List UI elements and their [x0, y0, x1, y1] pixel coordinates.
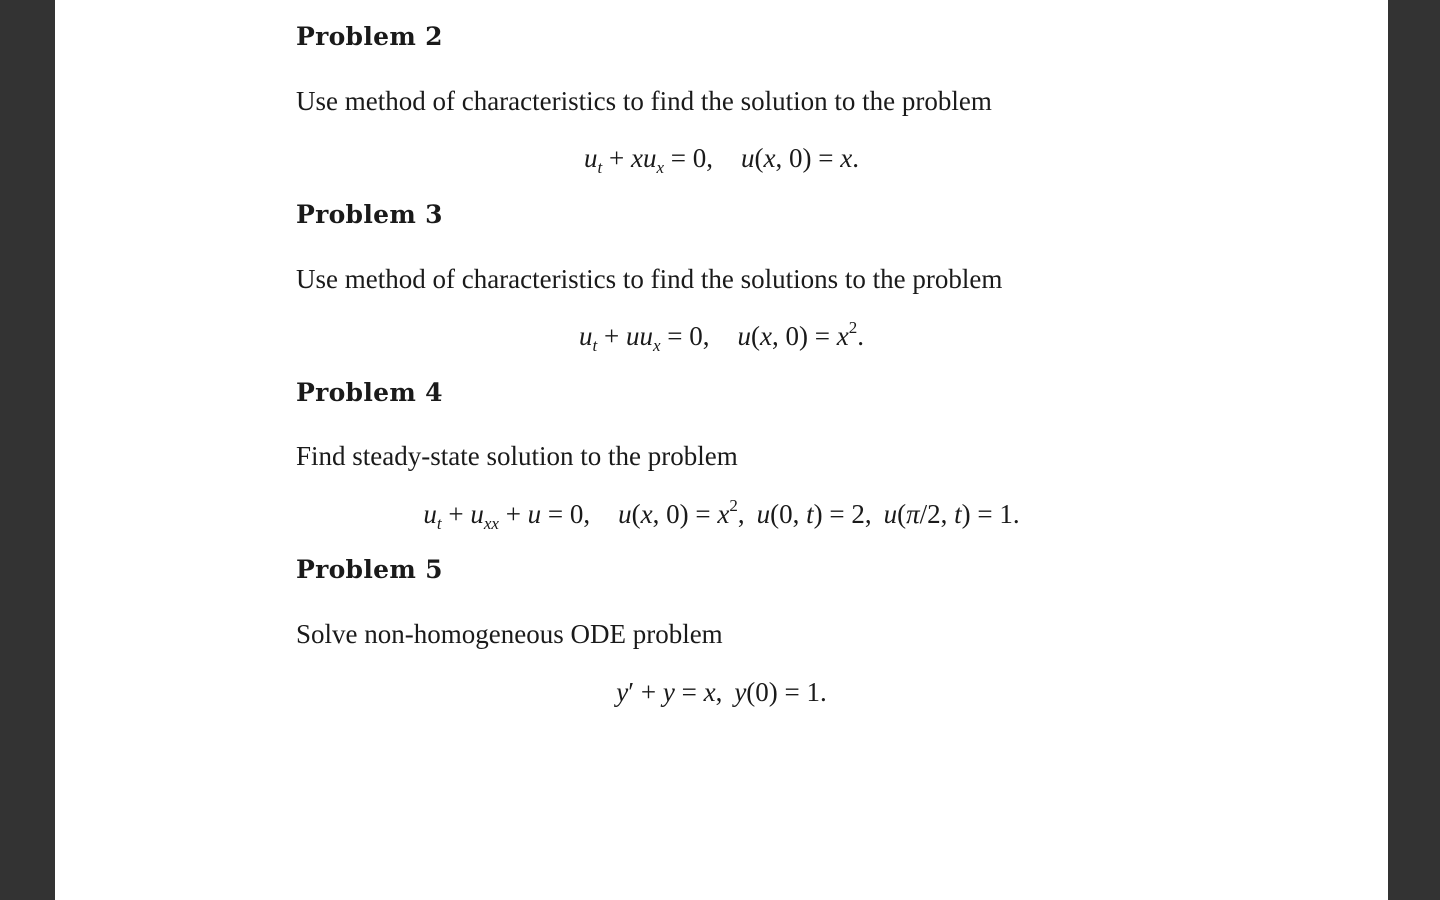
problem-2-text: Use method of characteristics to find the solution to the problem	[296, 86, 992, 116]
problem-3-text: Use method of characteristics to find the solutions to the problem	[296, 264, 1003, 294]
problem-5-heading: Problem 5	[296, 555, 443, 584]
problem-3-heading: Problem 3	[296, 200, 443, 229]
problem-4-equation: $u_t + u_{xx} + u = 0$, u(x, $0) = x^2$, u(0, t) = 2, u(π/2, t) = 1.	[423, 496, 1020, 533]
problem-4-heading: Problem 4	[296, 378, 443, 407]
problem-4-text: Find steady-state solution to the problem	[296, 441, 738, 471]
problem-5-equation: y′ + y = x, y(0) = 1.	[616, 677, 827, 707]
document-page	[55, 0, 1388, 900]
problem-2-heading: Problem 2	[296, 22, 443, 51]
problem-3-equation: $u_t + uu_x = 0$, u(x, $0) = x^2$.	[579, 318, 864, 355]
problem-5-text: Solve non-homogeneous ODE problem	[296, 619, 723, 649]
problem-2-equation: $u_t + xu_x = 0$, u(x, 0) = x.	[584, 143, 859, 177]
